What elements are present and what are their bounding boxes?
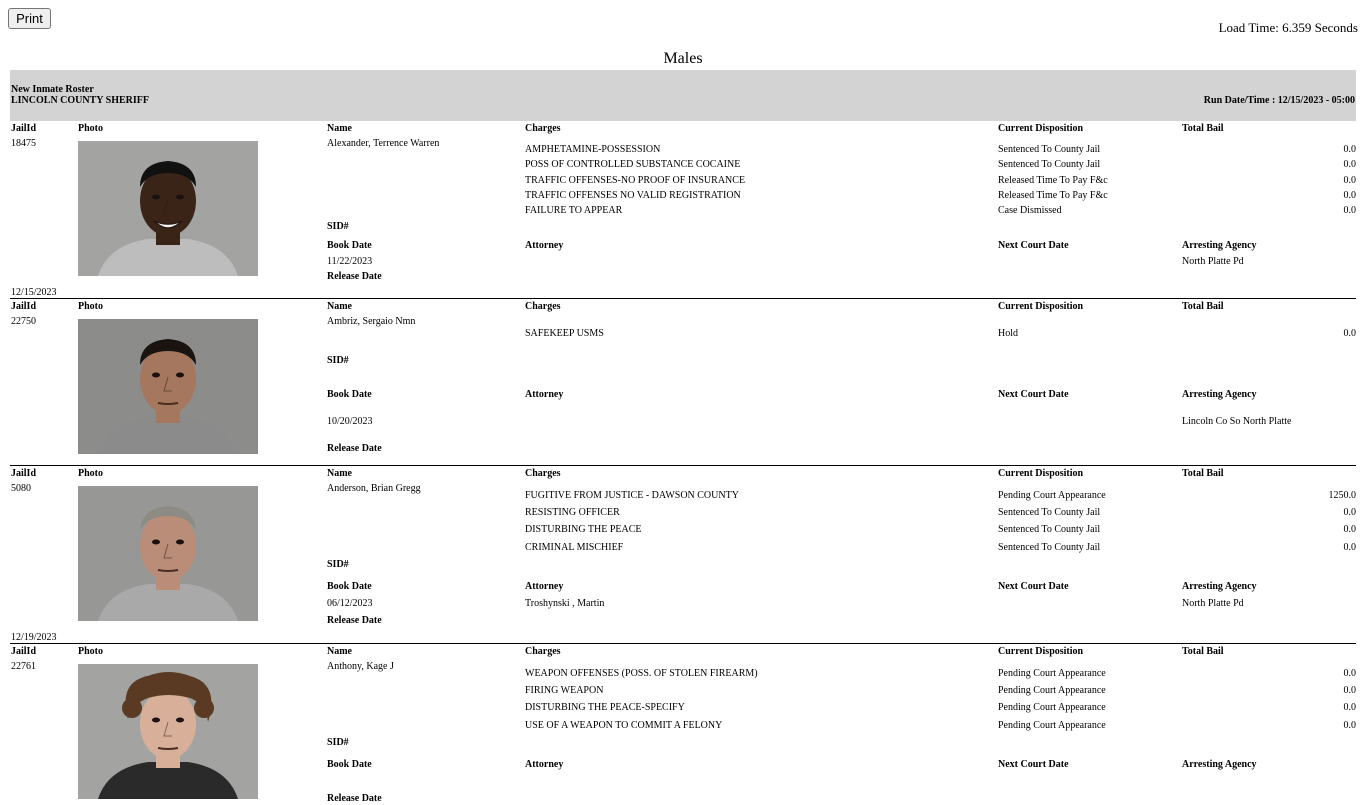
header-photo: Photo <box>78 646 103 657</box>
header-charges: Charges <box>525 646 561 657</box>
charge-disposition: Sentenced To County Jail <box>998 507 1101 518</box>
release-date-label: Release Date <box>327 793 382 804</box>
book-date-label: Book Date <box>327 759 372 770</box>
charge-bail: 0.0 <box>1343 190 1356 201</box>
header-disposition: Current Disposition <box>998 646 1084 657</box>
arresting-agency: Lincoln Co So North Platte <box>1182 416 1292 427</box>
charge-description: USE OF A WEAPON TO COMMIT A FELONY <box>525 720 723 731</box>
header-photo: Photo <box>78 301 103 312</box>
header-charges: Charges <box>525 123 561 134</box>
charge-description: RESISTING OFFICER <box>525 507 620 518</box>
arresting-agency-label: Arresting Agency <box>1182 581 1257 592</box>
report-banner <box>10 70 1356 121</box>
attorney-label: Attorney <box>525 389 564 400</box>
charge-bail: 1250.0 <box>1328 490 1356 501</box>
sid-label: SID# <box>327 221 349 232</box>
print-button[interactable]: Print <box>8 8 51 29</box>
charge-bail: 0.0 <box>1343 542 1356 553</box>
inmate-photo <box>78 141 258 276</box>
charge-bail: 0.0 <box>1343 702 1356 713</box>
charge-bail: 0.0 <box>1343 328 1356 339</box>
jail-id: 5080 <box>11 483 31 494</box>
page-title: Males <box>663 50 703 67</box>
jail-id: 22750 <box>11 316 36 327</box>
charge-disposition: Case Dismissed <box>998 205 1062 216</box>
book-date-label: Book Date <box>327 389 372 400</box>
charge-bail: 0.0 <box>1343 205 1356 216</box>
header-total-bail: Total Bail <box>1182 646 1224 657</box>
charge-disposition: Released Time To Pay F&c <box>998 175 1108 186</box>
charge-disposition: Sentenced To County Jail <box>998 524 1101 535</box>
next-court-label: Next Court Date <box>998 389 1069 400</box>
charge-description: FAILURE TO APPEAR <box>525 205 623 216</box>
header-photo: Photo <box>78 123 103 134</box>
header-jailid: JailId <box>11 468 37 479</box>
attorney: Troshynski , Martin <box>525 598 605 609</box>
record-separator <box>10 643 1356 644</box>
charge-disposition: Pending Court Appearance <box>998 490 1106 501</box>
header-disposition: Current Disposition <box>998 301 1084 312</box>
arresting-agency-label: Arresting Agency <box>1182 389 1257 400</box>
report-name: New Inmate Roster <box>11 84 94 95</box>
book-date-label: Book Date <box>327 240 372 251</box>
charge-disposition: Pending Court Appearance <box>998 685 1106 696</box>
charge-description: DISTURBING THE PEACE-SPECIFY <box>525 702 685 713</box>
agency-name: LINCOLN COUNTY SHERIFF <box>11 95 149 106</box>
sid-label: SID# <box>327 737 349 748</box>
charge-description: POSS OF CONTROLLED SUBSTANCE COCAINE <box>525 159 741 170</box>
charge-disposition: Pending Court Appearance <box>998 668 1106 679</box>
charge-disposition: Pending Court Appearance <box>998 720 1106 731</box>
charge-bail: 0.0 <box>1343 720 1356 731</box>
header-name: Name <box>327 123 352 134</box>
charge-disposition: Sentenced To County Jail <box>998 542 1101 553</box>
inmate-name: Anderson, Brian Gregg <box>327 483 421 494</box>
charge-description: SAFEKEEP USMS <box>525 328 604 339</box>
charge-bail: 0.0 <box>1343 159 1356 170</box>
release-date-label: Release Date <box>327 271 382 282</box>
charge-disposition: Pending Court Appearance <box>998 702 1106 713</box>
header-total-bail: Total Bail <box>1182 301 1224 312</box>
release-date: 12/15/2023 <box>11 287 57 298</box>
inmate-name: Alexander, Terrence Warren <box>327 138 440 149</box>
charge-bail: 0.0 <box>1343 668 1356 679</box>
charge-description: WEAPON OFFENSES (POSS. OF STOLEN FIREARM) <box>525 668 758 679</box>
charge-bail: 0.0 <box>1343 507 1356 518</box>
attorney-label: Attorney <box>525 759 564 770</box>
arresting-agency-label: Arresting Agency <box>1182 240 1257 251</box>
header-name: Name <box>327 646 352 657</box>
header-jailid: JailId <box>11 301 37 312</box>
header-name: Name <box>327 301 352 312</box>
charge-bail: 0.0 <box>1343 524 1356 535</box>
next-court-label: Next Court Date <box>998 240 1069 251</box>
attorney-label: Attorney <box>525 581 564 592</box>
charge-bail: 0.0 <box>1343 175 1356 186</box>
attorney-label: Attorney <box>525 240 564 251</box>
header-disposition: Current Disposition <box>998 468 1084 479</box>
sid-label: SID# <box>327 559 349 570</box>
book-date: 10/20/2023 <box>327 416 373 427</box>
charge-description: TRAFFIC OFFENSES NO VALID REGISTRATION <box>525 190 741 201</box>
charge-disposition: Released Time To Pay F&c <box>998 190 1108 201</box>
next-court-label: Next Court Date <box>998 581 1069 592</box>
charge-bail: 0.0 <box>1343 685 1356 696</box>
charge-description: FIRING WEAPON <box>525 685 604 696</box>
book-date: 06/12/2023 <box>327 598 373 609</box>
record-separator <box>10 298 1356 299</box>
arresting-agency-label: Arresting Agency <box>1182 759 1257 770</box>
inmate-photo <box>78 664 258 799</box>
charge-description: AMPHETAMINE-POSSESSION <box>525 144 661 155</box>
header-jailid: JailId <box>11 646 37 657</box>
header-name: Name <box>327 468 352 479</box>
charge-disposition: Sentenced To County Jail <box>998 144 1101 155</box>
next-court-label: Next Court Date <box>998 759 1069 770</box>
charge-description: DISTURBING THE PEACE <box>525 524 642 535</box>
jail-id: 18475 <box>11 138 36 149</box>
header-charges: Charges <box>525 301 561 312</box>
charge-disposition: Hold <box>998 328 1018 339</box>
inmate-name: Ambriz, Sergaio Nmn <box>327 316 416 327</box>
arresting-agency: North Platte Pd <box>1182 598 1244 609</box>
inmate-photo <box>78 319 258 454</box>
header-photo: Photo <box>78 468 103 479</box>
book-date-label: Book Date <box>327 581 372 592</box>
record-separator <box>10 465 1356 466</box>
charge-bail: 0.0 <box>1343 144 1356 155</box>
book-date: 11/22/2023 <box>327 256 373 267</box>
load-time: Load Time: 6.359 Seconds <box>1218 20 1358 35</box>
run-date: Run Date/Time : 12/15/2023 - 05:00 <box>1203 95 1355 106</box>
sid-label: SID# <box>327 355 349 366</box>
release-date-label: Release Date <box>327 615 382 626</box>
header-jailid: JailId <box>11 123 37 134</box>
arresting-agency: North Platte Pd <box>1182 256 1244 267</box>
charge-description: CRIMINAL MISCHIEF <box>525 542 624 553</box>
jail-id: 22761 <box>11 661 36 672</box>
header-disposition: Current Disposition <box>998 123 1084 134</box>
header-total-bail: Total Bail <box>1182 123 1224 134</box>
charge-description: TRAFFIC OFFENSES-NO PROOF OF INSURANCE <box>525 175 746 186</box>
header-charges: Charges <box>525 468 561 479</box>
release-date-label: Release Date <box>327 443 382 454</box>
inmate-name: Anthony, Kage J <box>327 661 394 672</box>
charge-description: FUGITIVE FROM JUSTICE - DAWSON COUNTY <box>525 490 739 501</box>
inmate-photo <box>78 486 258 621</box>
header-total-bail: Total Bail <box>1182 468 1224 479</box>
charge-disposition: Sentenced To County Jail <box>998 159 1101 170</box>
release-date: 12/19/2023 <box>11 632 57 643</box>
